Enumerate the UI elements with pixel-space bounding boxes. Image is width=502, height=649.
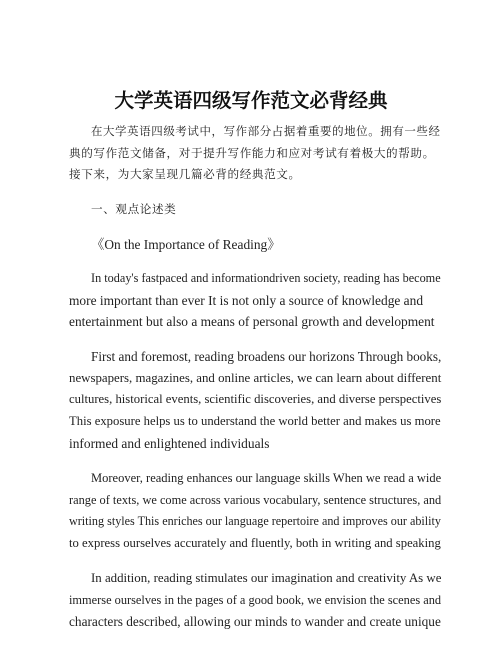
paragraph-line: cultures, historical events, scientific discoveries, and diverse perspectives <box>69 392 442 407</box>
intro-paragraph <box>69 121 441 186</box>
paragraph-line: This exposure helps us to understand the world better and makes us more <box>69 414 441 429</box>
paragraph-line: In today's fastpaced and informationdriven society, reading has become <box>91 271 441 285</box>
intro-line: 在大学英语四级考试中，写作部分占据着重要的地位。拥有一些经 <box>91 124 441 138</box>
paragraph-line: Moreover, reading enhances our language skills When we read a wide <box>91 471 442 485</box>
paragraph-line: In addition, reading stimulates our imagination and creativity As we <box>91 571 442 585</box>
paragraph-line: immerse ourselves in the pages of a good book, we envision the scenes and <box>69 592 442 607</box>
document-title: 大学英语四级写作范文必背经典 <box>114 89 388 112</box>
section-heading-text: 一、观点论述类 <box>91 202 177 216</box>
paragraph-1 <box>69 268 441 333</box>
paragraph-line: informed and enlightened individuals <box>69 435 270 451</box>
paragraph-line: more important than ever It is not only a source of knowledge and <box>69 292 424 308</box>
essay-title-text: 《On the Importance of Reading》 <box>91 237 281 252</box>
paragraph-2 <box>69 346 441 455</box>
paragraph-line: to express ourselves accurately and fluently, both in writing and speaking <box>69 536 441 551</box>
paragraph-3 <box>69 468 441 555</box>
essay-title <box>69 234 441 256</box>
intro-line: 典的写作范文储备，对于提升写作能力和应对考试有着极大的帮助。 <box>69 145 435 160</box>
paragraph-line: characters described, allowing our minds to wander and create unique <box>69 614 441 630</box>
intro-line: 接下来，为大家呈现几篇必背的经典范文。 <box>69 167 301 182</box>
paragraph-4 <box>69 568 441 633</box>
paragraph-line: First and foremost, reading broadens our horizons Through books, <box>91 349 442 364</box>
paragraph-line: writing styles This enriches our language repertoire and improves our ability <box>69 514 441 529</box>
paragraph-line: range of texts, we come across various vocabulary, sentence structures, and <box>69 492 442 507</box>
section-heading <box>69 199 441 221</box>
paragraph-line: newspapers, magazines, and online articles, we can learn about different <box>69 370 442 385</box>
paragraph-line: entertainment but also a means of personal growth and development <box>69 314 435 330</box>
